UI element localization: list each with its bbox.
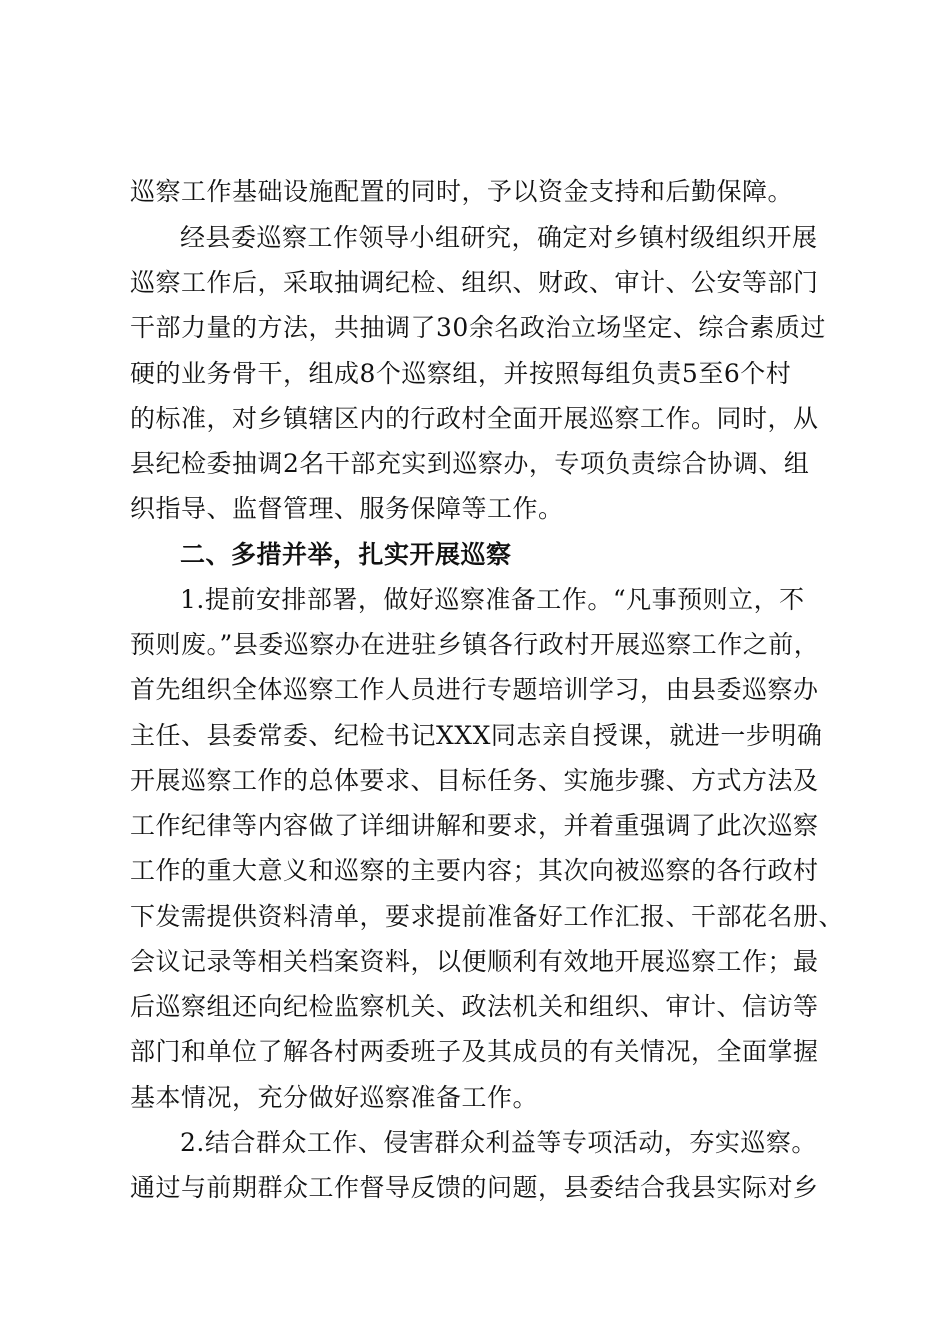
body-line: 后巡察组还向纪检监察机关、政法机关和组织、审计、信访等 xyxy=(130,992,819,1021)
body-line: 下发需提供资料清单，要求提前准备好工作汇报、干部花名册、 xyxy=(130,902,845,931)
body-line: 县纪检委抽调2名干部充实到巡察办，专项负责综合协调、组 xyxy=(130,449,810,478)
paragraph-start-line: 1.提前安排部署，做好巡察准备工作。“凡事预则立，不 xyxy=(180,585,805,614)
body-line: 首先组织全体巡察工作人员进行专题培训学习，由县委巡察办 xyxy=(130,675,819,704)
body-line: 硬的业务骨干，组成8个巡察组，并按照每组负责5至6个村 xyxy=(130,359,792,388)
paragraph-start-line: 经县委巡察工作领导小组研究，确定对乡镇村级组织开展 xyxy=(180,223,818,252)
body-line: 通过与前期群众工作督导反馈的问题，县委结合我县实际对乡 xyxy=(130,1173,819,1202)
body-line: 巡察工作后，采取抽调纪检、组织、财政、审计、公安等部门 xyxy=(130,268,819,297)
body-line: 基本情况，充分做好巡察准备工作。 xyxy=(130,1083,539,1112)
section-heading: 二、多措并举，扎实开展巡察 xyxy=(180,540,512,569)
body-line: 干部力量的方法，共抽调了30余名政治立场坚定、综合素质过 xyxy=(130,313,826,342)
body-line: 预则废。”县委巡察办在进驻乡镇各行政村开展巡察工作之前， xyxy=(130,630,820,659)
body-line: 部门和单位了解各村两委班子及其成员的有关情况，全面掌握 xyxy=(130,1037,819,1066)
body-line: 的标准，对乡镇辖区内的行政村全面开展巡察工作。同时，从 xyxy=(130,404,819,433)
body-line: 会议记录等相关档案资料，以便顺利有效地开展巡察工作；最 xyxy=(130,947,819,976)
body-line: 主任、县委常委、纪检书记XXX同志亲自授课，就进一步明确 xyxy=(130,721,823,750)
body-line: 织指导、监督管理、服务保障等工作。 xyxy=(130,494,564,523)
body-line: 开展巡察工作的总体要求、目标任务、实施步骤、方式方法及 xyxy=(130,766,819,795)
body-line: 工作纪律等内容做了详细讲解和要求，并着重强调了此次巡察 xyxy=(130,811,819,840)
paragraph-start-line: 2.结合群众工作、侵害群众利益等专项活动，夯实巡察。 xyxy=(180,1128,817,1157)
body-line: 工作的重大意义和巡察的主要内容；其次向被巡察的各行政村 xyxy=(130,856,819,885)
body-line: 巡察工作基础设施配置的同时，予以资金支持和后勤保障。 xyxy=(130,177,794,206)
